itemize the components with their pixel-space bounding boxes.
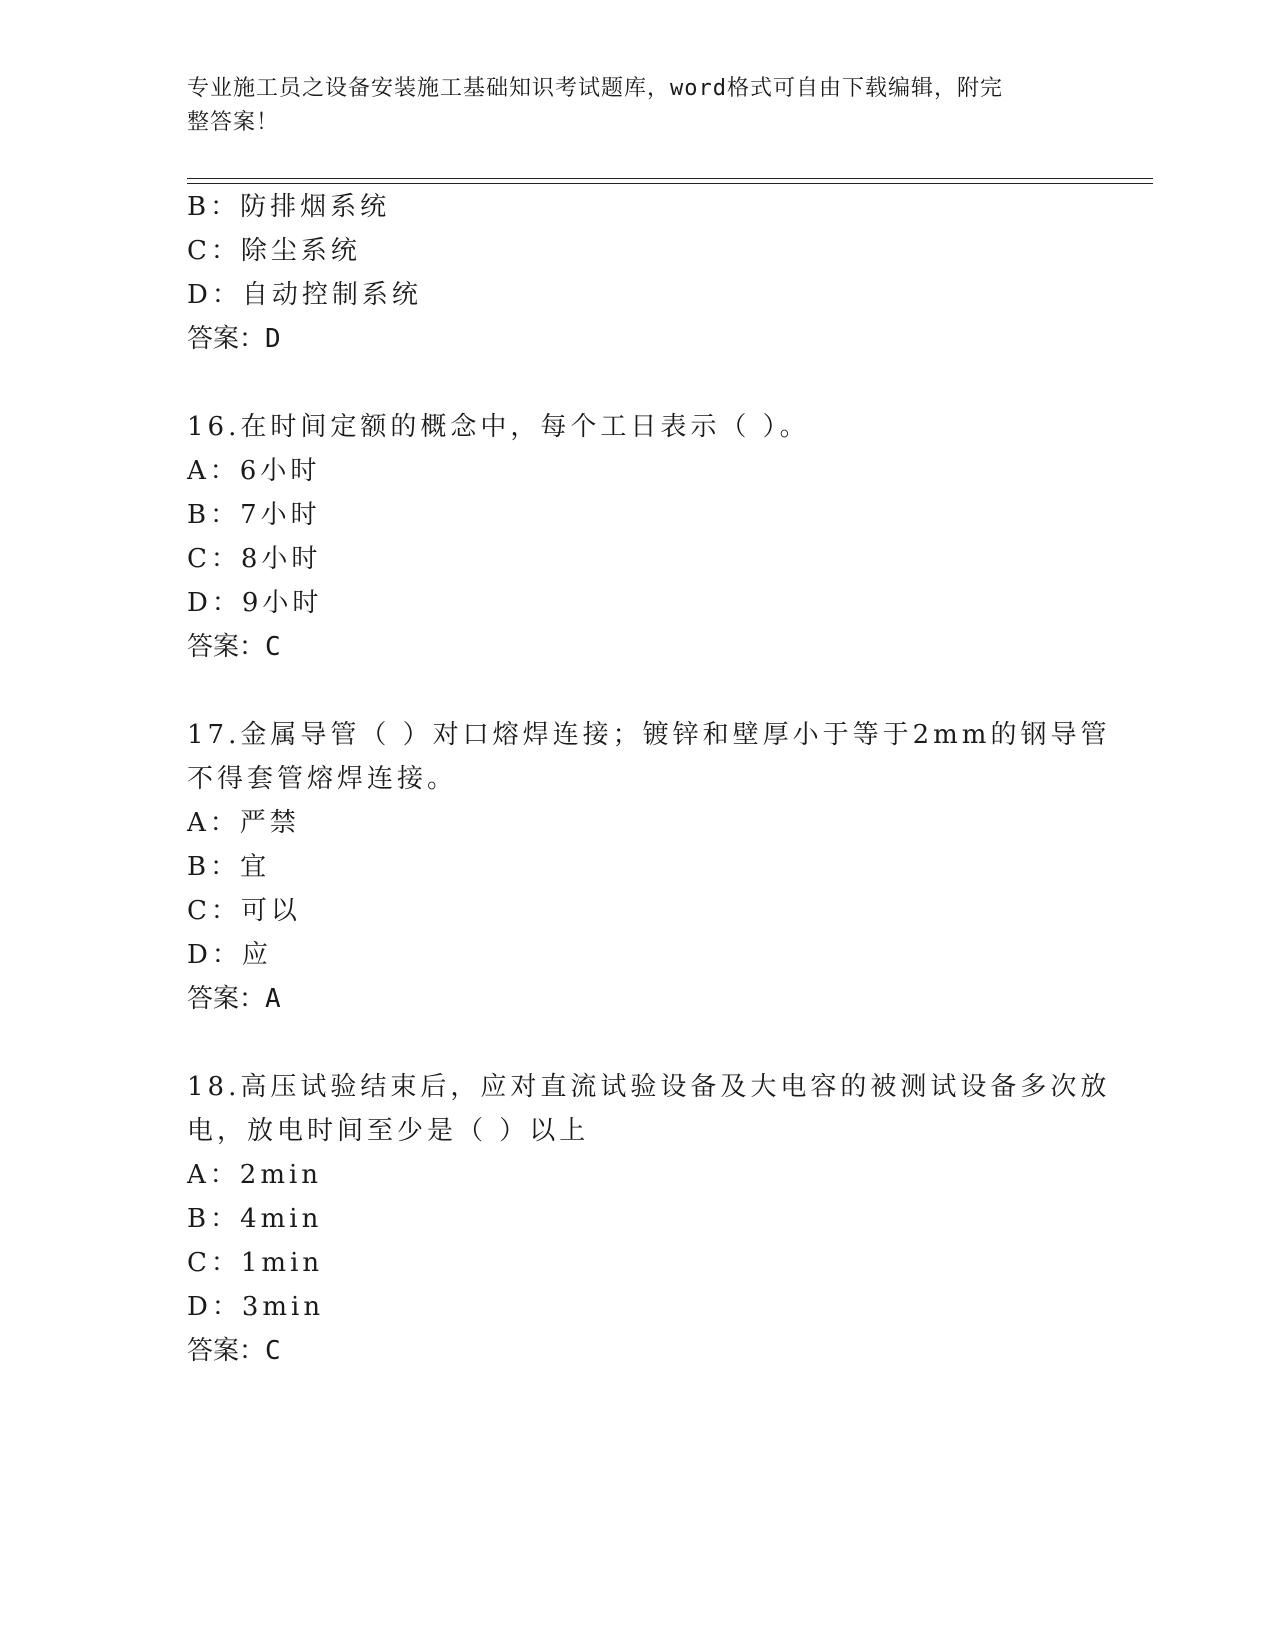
q17-stem-line-1: 17.金属导管（ ）对口熔焊连接；镀锌和壁厚小于等于2mm的钢导管	[187, 720, 1111, 750]
q16-stem-line-1: 16.在时间定额的概念中，每个工日表示（ ）。	[187, 412, 810, 442]
header-line-2: 整答案！	[187, 110, 280, 135]
answer-label: 答案：	[187, 1336, 266, 1366]
answer-value: C	[265, 1336, 281, 1366]
q17-answer	[187, 982, 281, 1016]
q18-option-c: C：1min	[187, 1248, 324, 1278]
q18-option-d: D：3min	[187, 1292, 325, 1322]
answer-label: 答案：	[187, 984, 266, 1014]
answer-value: D	[265, 324, 281, 354]
q17-option-c: C：可以	[187, 896, 301, 926]
header-line-1: 专业施工员之设备安装施工基础知识考试题库，word格式可自由下载编辑，附完	[187, 76, 1003, 101]
answer-label: 答案：	[187, 632, 266, 662]
q18-stem-line-2: 电，放电时间至少是（ ）以上	[187, 1116, 590, 1146]
q15-option-b: B：防排烟系统	[187, 192, 391, 222]
q16-option-b: B：7小时	[187, 500, 321, 530]
q15-answer	[187, 322, 281, 356]
header-divider-bottom	[187, 183, 1153, 184]
q18-option-a: A：2min	[187, 1160, 323, 1190]
q18-answer	[187, 1334, 281, 1368]
q17-stem-line-2: 不得套管熔焊连接。	[187, 764, 458, 794]
q15-option-c: C：除尘系统	[187, 236, 361, 266]
q16-option-a: A：6小时	[187, 456, 321, 486]
q16-answer	[187, 630, 281, 664]
document-header	[187, 72, 1067, 140]
q15-option-d: D：自动控制系统	[187, 280, 422, 310]
q16-option-d: D：9小时	[187, 588, 323, 618]
q17-option-a: A：严禁	[187, 808, 300, 838]
answer-value: C	[265, 632, 281, 662]
answer-label: 答案：	[187, 324, 266, 354]
header-divider-top	[187, 178, 1153, 179]
q16-option-c: C：8小时	[187, 544, 322, 574]
q18-stem-line-1: 18.高压试验结束后，应对直流试验设备及大电容的被测试设备多次放	[187, 1072, 1111, 1102]
answer-value: A	[265, 984, 281, 1014]
q18-option-b: B：4min	[187, 1204, 323, 1234]
q17-option-b: B：宜	[187, 852, 271, 882]
q17-option-d: D：应	[187, 940, 272, 970]
